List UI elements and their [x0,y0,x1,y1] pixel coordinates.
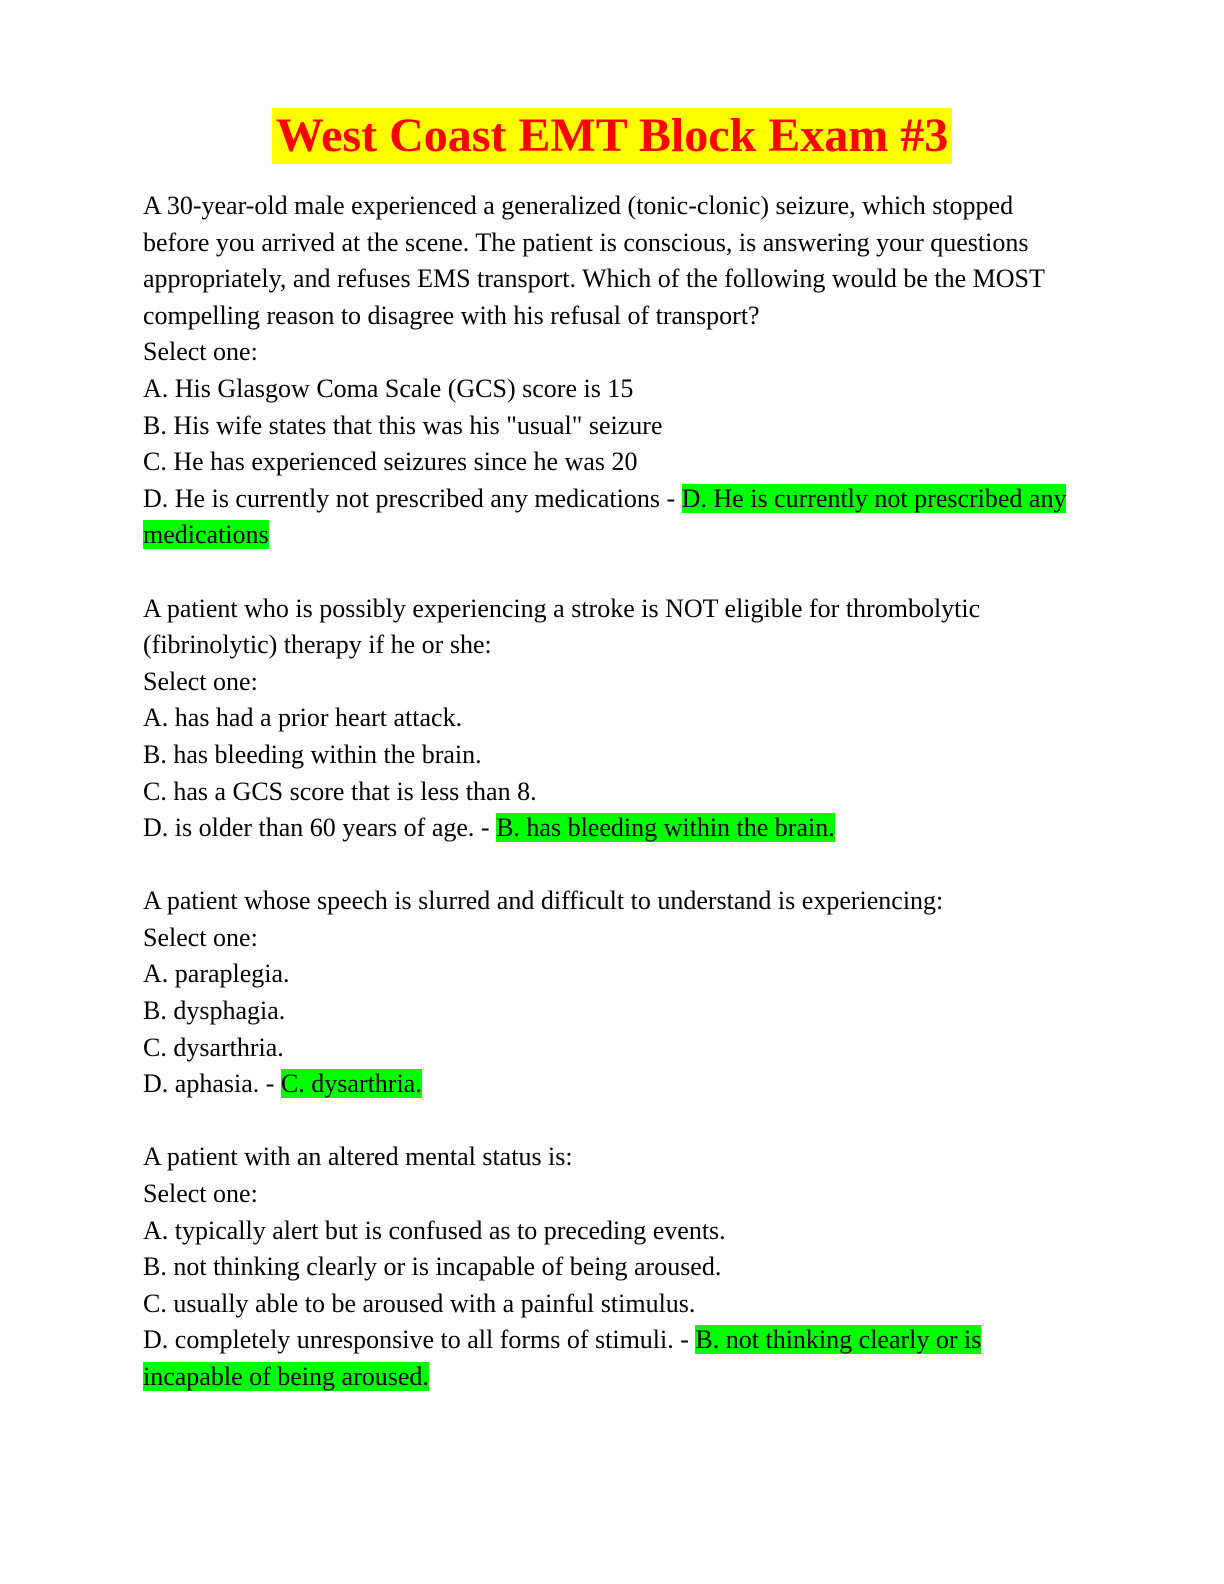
highlighted-answer: B. has bleeding within the brain. [496,813,835,843]
select-prompt: Select one: [143,337,258,367]
question-stem: A patient who is possibly experiencing a stroke is NOT eligible for thrombolytic (fibrinolytic) therapy if he or she: [143,593,981,660]
question-stem: A patient with an altered mental status is: [143,1142,573,1172]
option-b: B. has bleeding within the brain. [143,739,482,769]
question-4 [143,1139,1083,1395]
option-b: B. not thinking clearly or is incapable of being aroused. [143,1252,722,1282]
option-c: C. He has experienced seizures since he was 20 [143,447,638,477]
option-a: A. His Glasgow Coma Scale (GCS) score is 15 [143,373,634,403]
highlighted-answer: C. dysarthria. [280,1069,422,1099]
option-d: D. completely unresponsive to all forms of stimuli. - [143,1325,696,1355]
option-d: D. is older than 60 years of age. - [143,813,497,843]
option-d-with-answer [143,481,1083,554]
option-b: B. dysphagia. [143,996,286,1026]
page-title: West Coast EMT Block Exam #3 [272,108,952,164]
question-3 [143,883,1083,1103]
question-1 [143,188,1083,554]
option-c: C. usually able to be aroused with a painful stimulus. [143,1288,696,1318]
select-prompt: Select one: [143,922,258,952]
option-d: D. aphasia. - [143,1069,281,1099]
select-prompt: Select one: [143,666,258,696]
option-d: D. He is currently not prescribed any medications - [143,483,682,513]
question-2 [143,591,1083,847]
option-b: B. His wife states that this was his "usual" seizure [143,410,663,440]
select-prompt: Select one: [143,1179,258,1209]
option-a: A. has had a prior heart attack. [143,703,463,733]
question-stem: A patient whose speech is slurred and difficult to understand is experiencing: [143,886,944,916]
option-c: C. dysarthria. [143,1032,284,1062]
option-d-with-answer [143,1322,1083,1395]
option-a: A. paraplegia. [143,959,290,989]
document-body [143,188,1083,1432]
option-c: C. has a GCS score that is less than 8. [143,776,537,806]
option-a: A. typically alert but is confused as to preceding events. [143,1215,726,1245]
option-d-with-answer [143,810,1083,847]
highlighted-answer: B. not thinking clearly or is incapable of being aroused. [143,1325,982,1391]
option-d-with-answer [143,1066,1083,1103]
question-stem: A 30-year-old male experienced a generalized (tonic-clonic) seizure, which stopped before you arrived at the scene. The patient is conscious, is answering your questions appropriately, and refuses EMS transport. Which of the following would be the MOST compelling reason to disagree with his refusal of transport? [143,191,1045,330]
title-container [0,108,1224,164]
highlighted-answer: D. He is currently not prescribed any medications [143,483,1067,550]
